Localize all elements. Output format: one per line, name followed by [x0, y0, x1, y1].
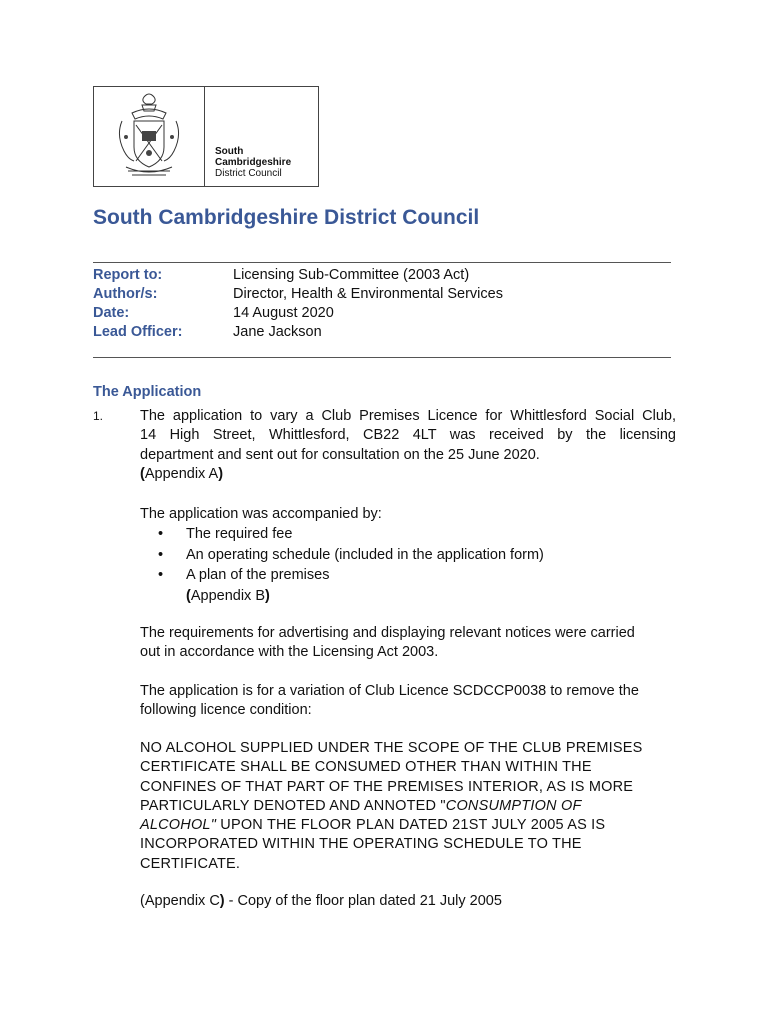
section-heading: The Application	[93, 384, 202, 400]
report-to-value: Licensing Sub-Committee (2003 Act)	[233, 267, 470, 283]
condition-line-5	[140, 816, 676, 835]
crest-panel	[94, 87, 205, 186]
list-item-text: An operating schedule (included in the application form)	[186, 546, 544, 563]
condition-line-3: CONFINES OF THAT PART OF THE PREMISES INTERIOR, AS IS MORE	[140, 778, 634, 795]
meta-row-report-to	[93, 266, 503, 285]
appendix-a-reference	[140, 465, 676, 484]
page-title: South Cambridgeshire District Council	[93, 206, 480, 229]
appendix-c-open: (Appendix C	[140, 893, 220, 909]
para1-line-1: The application to vary a Club Premises Licence for Whittlesford Social Club,	[140, 408, 676, 424]
advertising-line-2: out in accordance with the Licensing Act 2003.	[140, 644, 439, 661]
para1-line-3: department and sent out for consultation on the 25 June 2020.	[140, 446, 540, 463]
advertising-line-1: The requirements for advertising and displaying relevant notices were carried	[140, 625, 635, 641]
coat-of-arms-icon	[114, 91, 184, 183]
logo-line-3: District Council	[215, 168, 282, 179]
bullet-glyph: •	[158, 526, 164, 542]
authors-label: Author/s:	[93, 286, 158, 302]
logo-wordmark	[215, 146, 291, 179]
appendix-a-open: (	[140, 465, 145, 482]
appendix-c-close: )	[219, 893, 225, 909]
item-number: 1.	[93, 409, 104, 423]
para1-line-2: 14 High Street, Whittlesford, CB22 4LT was received by the licensing	[140, 427, 676, 444]
logo-line-1: South	[215, 146, 244, 157]
logo-line-2: Cambridgeshire	[215, 157, 292, 168]
list-item	[140, 524, 544, 545]
appendix-a-close: )	[218, 465, 224, 482]
council-logo	[93, 86, 319, 187]
report-metadata	[93, 266, 503, 342]
list-item	[140, 545, 544, 566]
accompanied-list	[140, 524, 544, 606]
variation-line-1: The application is for a variation of Club Licence SCDCCP0038 to remove the	[140, 683, 639, 699]
condition-line-4-italic: CONSUMPTION OF	[445, 797, 582, 814]
divider-top	[93, 262, 671, 263]
divider-bottom	[93, 357, 671, 358]
lead-officer-label: Lead Officer:	[93, 324, 183, 340]
meta-row-authors	[93, 285, 503, 304]
appendix-b-reference	[140, 586, 544, 607]
variation-line-2: following licence condition:	[140, 702, 312, 719]
appendix-b-text: Appendix B	[190, 587, 266, 604]
report-to-label: Report to:	[93, 267, 163, 283]
advertising-paragraph	[140, 624, 676, 663]
application-paragraph	[140, 407, 676, 484]
bullet-glyph: •	[158, 567, 164, 583]
appendix-b-close: )	[265, 587, 270, 604]
condition-line-5-text: UPON THE FLOOR PLAN DATED 21ST JULY 2005 AS IS	[216, 817, 606, 834]
list-item	[140, 565, 544, 586]
meta-row-date	[93, 304, 503, 323]
condition-line-4-text: PARTICULARLY DENOTED AND ANNOTED "	[140, 797, 446, 814]
condition-line-7: CERTIFICATE.	[140, 855, 241, 872]
appendix-a-text: Appendix A	[144, 465, 219, 482]
lead-officer-value: Jane Jackson	[233, 324, 322, 340]
condition-line-4	[140, 797, 676, 816]
date-value: 14 August 2020	[233, 305, 334, 321]
appendix-b-open: (	[186, 587, 191, 604]
condition-line-6: INCORPORATED WITHIN THE OPERATING SCHEDULE TO THE	[140, 836, 582, 853]
meta-row-lead-officer	[93, 323, 503, 342]
bullet-glyph: •	[158, 546, 164, 563]
appendix-c-rest: - Copy of the floor plan dated 21 July 2005	[224, 893, 502, 909]
variation-paragraph	[140, 682, 676, 721]
date-label: Date:	[93, 305, 130, 321]
appendix-c-reference	[140, 892, 676, 911]
condition-line-5-italic: ALCOHOL"	[140, 817, 217, 834]
licence-condition	[140, 739, 676, 874]
condition-line-1: NO ALCOHOL SUPPLIED UNDER THE SCOPE OF THE CLUB PREMISES	[140, 740, 643, 756]
accompanied-intro: The application was accompanied by:	[140, 506, 382, 522]
condition-line-2: CERTIFICATE SHALL BE CONSUMED OTHER THAN WITHIN THE	[140, 759, 592, 776]
list-item-text: The required fee	[186, 526, 293, 542]
authors-value: Director, Health & Environmental Services	[233, 286, 503, 302]
list-item-text: A plan of the premises	[186, 567, 330, 583]
